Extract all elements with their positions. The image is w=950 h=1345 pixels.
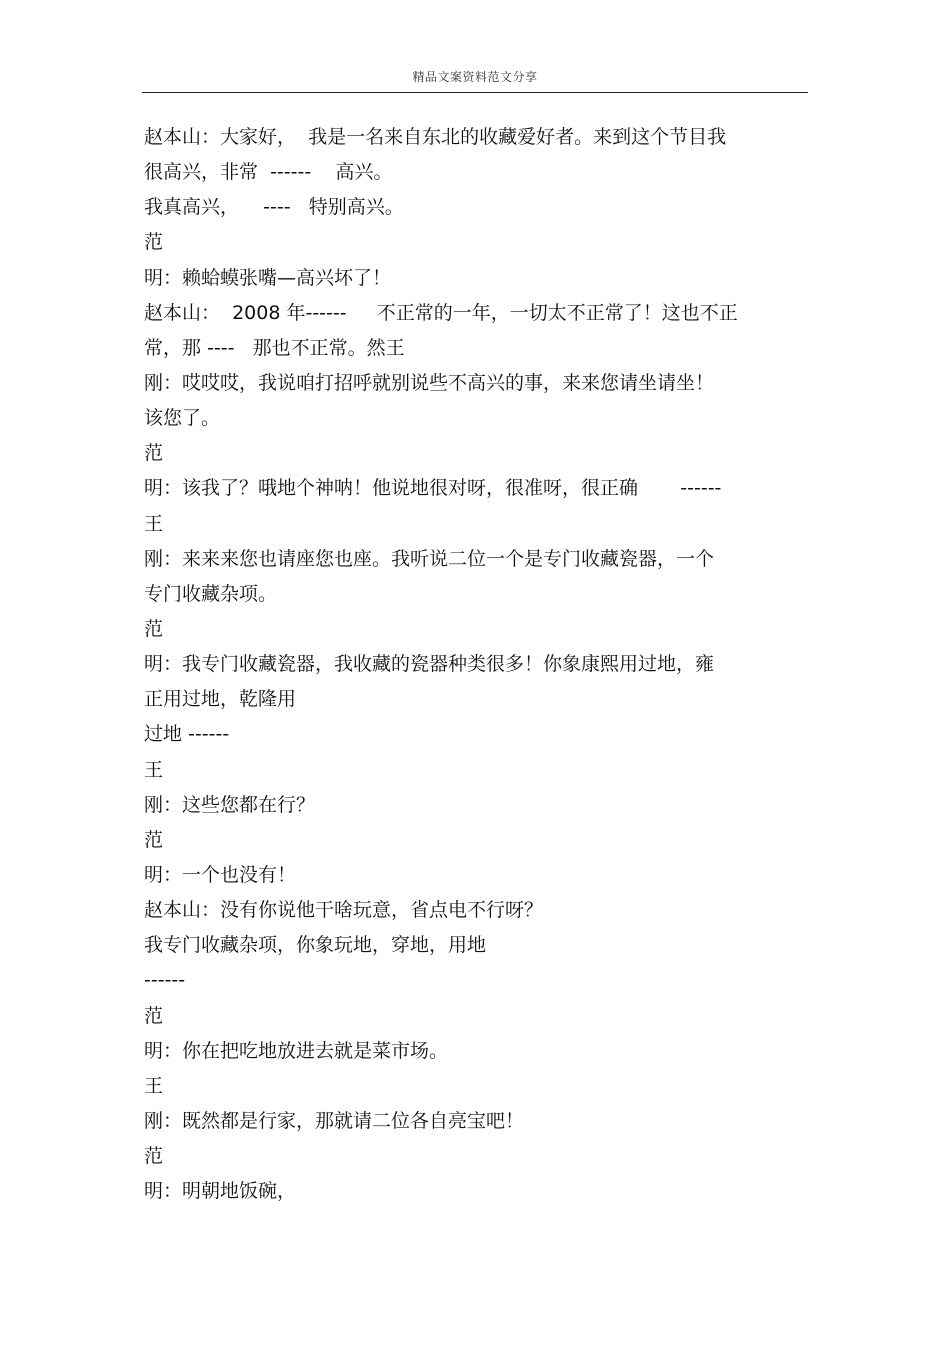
text-line: 范	[144, 442, 164, 465]
text-line: 明：你在把吃地放进去就是菜市场。	[144, 1039, 449, 1062]
text-line: 专门收藏杂项。	[144, 582, 278, 605]
text-line: 很高兴，非常 ------ 高兴。	[144, 161, 393, 184]
text-line: 我专门收藏杂项，你象玩地，穿地，用地	[144, 934, 487, 957]
text-line: 刚：来来来您也请座您也座。我听说二位一个是专门收藏瓷器，一个	[144, 547, 715, 570]
text-line: 常，那 ---- 那也不正常。然王	[144, 336, 405, 359]
text-line: 刚：哎哎哎，我说咱打招呼就别说些不高兴的事，来来您请坐请坐！	[144, 371, 715, 394]
text-line: 明：一个也没有！	[144, 863, 297, 886]
text-line: 该您了。	[144, 407, 221, 430]
document-body	[144, 120, 794, 1209]
text-line: 范	[144, 1145, 164, 1168]
text-line: 明：我专门收藏瓷器，我收藏的瓷器种类很多！你象康熙用过地，雍	[144, 653, 715, 676]
text-line: 王	[144, 1074, 164, 1097]
text-line: 过地 ------	[144, 723, 230, 746]
text-line: 明：明朝地饭碗，	[144, 1180, 297, 1203]
text-line: 范	[144, 828, 164, 851]
page-header-title: 精品文案资料范文分享	[412, 70, 538, 84]
text-line: ------	[144, 969, 186, 992]
text-line: 赵本山：没有你说他干啥玩意，省点电不行呀？	[144, 899, 544, 922]
text-line: 王	[144, 758, 164, 781]
text-line: 我真高兴， ---- 特别高兴。	[144, 196, 404, 219]
text-line: 明：该我了？哦地个神呐！他说地很对呀，很准呀，很正确 ------	[144, 477, 722, 500]
text-line: 王	[144, 512, 164, 535]
text-line: 明：赖蛤蟆张嘴—高兴坏了！	[144, 266, 392, 289]
page-header	[142, 66, 808, 93]
text-line: 赵本山：大家好， 我是一名来自东北的收藏爱好者。来到这个节目我	[144, 126, 727, 148]
text-line: 刚：既然都是行家，那就请二位各自亮宝吧！	[144, 1109, 525, 1132]
text-line: 正用过地，乾隆用	[144, 688, 297, 711]
text-line: 范	[144, 231, 164, 254]
text-line: 刚：这些您都在行？	[144, 793, 316, 816]
text-line: 范	[144, 1004, 164, 1027]
text-line: 范	[144, 617, 164, 640]
text-line: 赵本山： 2008 年------ 不正常的一年，一切太不正常了！这也不正	[144, 301, 738, 324]
